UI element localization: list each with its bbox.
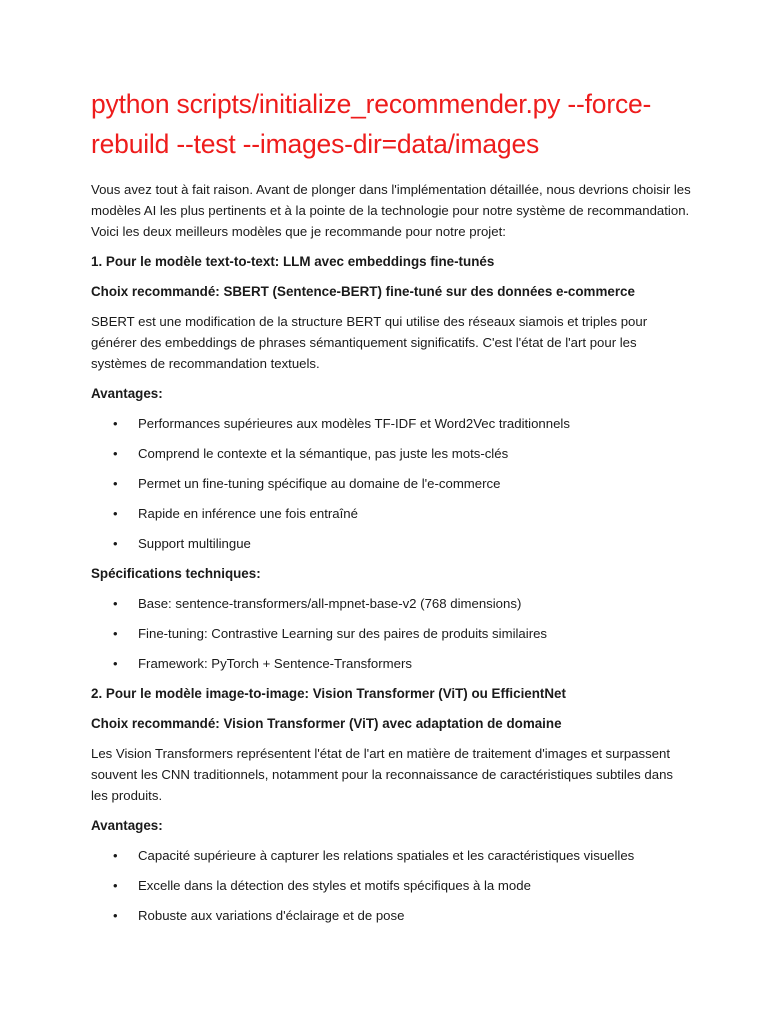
list-item: • Support multilingue (91, 533, 691, 554)
list-item: • Capacité supérieure à capturer les relations spatiales et les caractéristiques visuelles (91, 845, 691, 866)
bullet-icon: • (113, 506, 118, 521)
intro-paragraph: Vous avez tout à fait raison. Avant de plonger dans l'implémentation détaillée, nous devrions choisir les modèles AI les plus pertinents et à la pointe de la technologie pour notre système de recommandation. Voici les deux meilleurs modèles que je recommande pour notre projet: (91, 182, 691, 239)
bullet-icon: • (113, 476, 118, 491)
bullet-icon: • (113, 446, 118, 461)
bullet-icon: • (113, 848, 118, 863)
bullet-icon: • (113, 596, 118, 611)
list-item: • Fine-tuning: Contrastive Learning sur des paires de produits similaires (91, 623, 691, 644)
list-item: • Robuste aux variations d'éclairage et de pose (91, 905, 691, 926)
section1-specs-heading: Spécifications techniques: (91, 566, 261, 581)
section2-choice: Choix recommandé: Vision Transformer (ViT) avec adaptation de domaine (91, 716, 562, 731)
document-title: python scripts/initialize_recommender.py --force-rebuild --test --images-dir=data/images (91, 89, 652, 159)
section1-advantages-heading: Avantages: (91, 386, 163, 401)
bullet-icon: • (113, 626, 118, 641)
bullet-icon: • (113, 656, 118, 671)
list-item: • Excelle dans la détection des styles et motifs spécifiques à la mode (91, 875, 691, 896)
section2-advantages-heading: Avantages: (91, 818, 163, 833)
list-item: • Performances supérieures aux modèles TF-IDF et Word2Vec traditionnels (91, 413, 691, 434)
list-item: • Comprend le contexte et la sémantique, pas juste les mots-clés (91, 443, 691, 464)
bullet-icon: • (113, 416, 118, 431)
bullet-icon: • (113, 878, 118, 893)
list-item: • Permet un fine-tuning spécifique au domaine de l'e-commerce (91, 473, 691, 494)
section1-choice: Choix recommandé: SBERT (Sentence-BERT) fine-tuné sur des données e-commerce (91, 284, 635, 299)
document-page (91, 84, 691, 926)
section2-description: Les Vision Transformers représentent l'état de l'art en matière de traitement d'images et surpassent souvent les CNN traditionnels, notamment pour la reconnaissance de caractéristiques subtiles dans les produits. (91, 746, 674, 803)
list-item: • Framework: PyTorch + Sentence-Transformers (91, 653, 691, 674)
bullet-icon: • (113, 536, 118, 551)
list-item: • Rapide en inférence une fois entraîné (91, 503, 691, 524)
section1-advantages-list (91, 413, 691, 554)
section1-specs-list (91, 593, 691, 674)
section2-heading: 2. Pour le modèle image-to-image: Vision Transformer (ViT) ou EfficientNet (91, 686, 566, 701)
section1-heading: 1. Pour le modèle text-to-text: LLM avec embeddings fine-tunés (91, 254, 495, 269)
list-item: • Base: sentence-transformers/all-mpnet-base-v2 (768 dimensions) (91, 593, 691, 614)
section2-advantages-list (91, 845, 691, 926)
section1-description: SBERT est une modification de la structure BERT qui utilise des réseaux siamois et triples pour générer des embeddings de phrases sémantiquement significatifs. C'est l'état de l'art pour les systèmes de recommandation textuels. (91, 314, 648, 371)
bullet-icon: • (113, 908, 118, 923)
